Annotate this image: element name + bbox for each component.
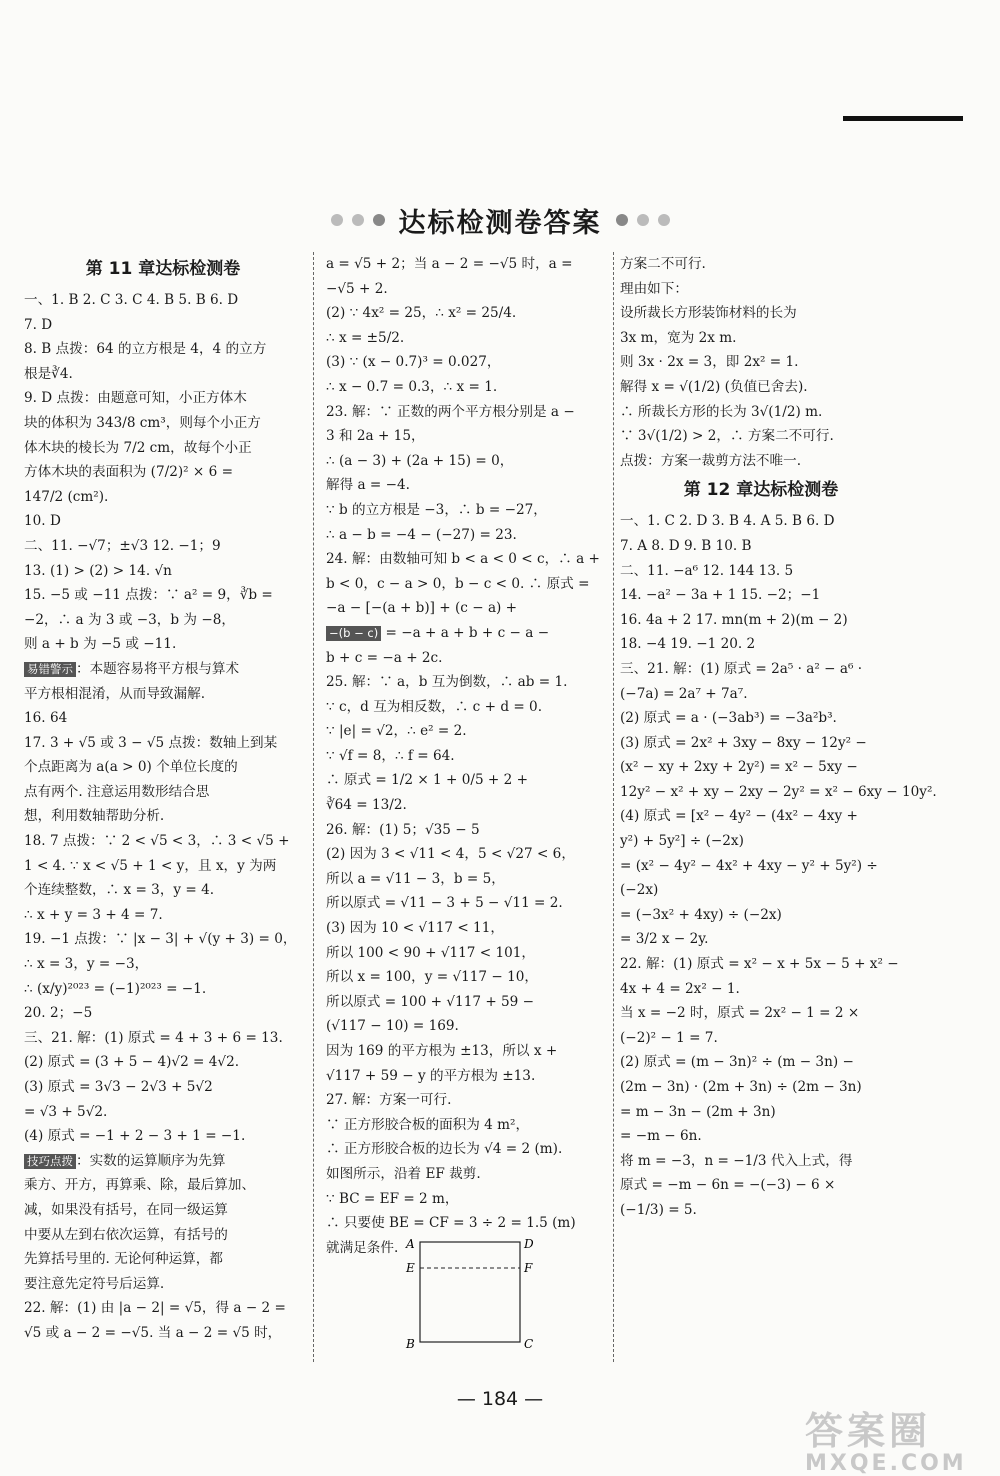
answer-line: 二、11. −√7；±√3 12. −1；9	[24, 537, 221, 554]
column-1	[24, 252, 302, 1346]
answer-line: −(b − c) = −a + a + b + c − a −	[326, 621, 608, 646]
answer-line: 18. −4 19. −1 20. 2	[620, 636, 756, 653]
label-e: E	[406, 1261, 415, 1275]
answer-line: √5 或 a − 2 = −√5. 当 a − 2 = √5 时，	[24, 1324, 282, 1341]
answer-line: 先算括号里的. 无论何种运算，都	[24, 1251, 223, 1268]
dot-icon	[352, 214, 364, 226]
answer-line: 则 3x · 2x = 3，即 2x² = 1.	[620, 354, 799, 371]
answer-line: 三、21. 解：(1) 原式 = 2a⁵ · a² − a⁶ ·	[620, 660, 863, 677]
answer-line: 个点距离为 a(a > 0) 个单位长度的	[24, 759, 238, 776]
answer-line: 一、1. C 2. D 3. B 4. A 5. B 6. D	[620, 513, 835, 530]
answer-line: 22. 解：(1) 原式 = x² − x + 5x − 5 + x² −	[620, 956, 899, 973]
answer-line: −a − [−(a + b)] + (c − a) +	[326, 600, 518, 617]
answer-line: 乘方、开方，再算乘、除，最后算加、	[24, 1177, 256, 1194]
answer-line: (x² − xy + 2xy + 2y²) = x² − 5xy −	[620, 759, 858, 776]
answer-line: 设所裁长方形装饰材料的长为	[620, 305, 797, 322]
answer-line: √117 + 59 − y 的平方根为 ±13.	[326, 1067, 536, 1084]
page-header	[0, 200, 1000, 240]
answer-line: ∛64 = 13/2.	[326, 797, 407, 814]
answer-line: (2) 原式 = a · (−3ab³) = −3a²b³.	[620, 710, 837, 727]
answer-line: −2，∴ a 为 3 或 −3，b 为 −8，	[24, 611, 235, 628]
answer-line: (2) 因为 3 < √11 < 4，5 < √27 < 6，	[326, 846, 575, 863]
answer-line: (3) ∵ (x − 0.7)³ = 0.027，	[326, 354, 501, 371]
answer-line: 点有两个. 注意运用数形结合思	[24, 783, 210, 800]
answer-line: 想，利用数轴帮助分析.	[24, 808, 165, 825]
answer-line: ∴ x = ±5/2.	[326, 329, 405, 346]
answer-line: (3) 原式 = 3√3 − 2√3 + 5√2	[24, 1079, 213, 1095]
label-f: F	[524, 1261, 533, 1275]
column-divider	[313, 252, 314, 1362]
answer-line: 所以原式 = 100 + √117 + 59 −	[326, 993, 535, 1010]
answer-line: ∴ (a − 3) + (2a + 15) = 0，	[326, 452, 514, 469]
answer-line: (2m − 3n) · (2m + 3n) ÷ (2m − 3n)	[620, 1079, 862, 1095]
answer-line: ∴ x + y = 3 + 4 = 7.	[24, 906, 163, 923]
answer-line: 147/2 (cm²).	[24, 488, 109, 505]
answer-line: = m − 3n − (2m + 3n)	[620, 1103, 776, 1120]
answer-line: 减，如果没有括号，在同一级运算	[24, 1201, 228, 1218]
answer-line: 12y² − x² + xy − 2xy − 2y² = x² − 6xy − 10y².	[620, 783, 937, 800]
watermark-sub: MXQE.COM	[805, 1451, 967, 1476]
answer-line: (4) 原式 = [x² − 4y² − (4x² − 4xy +	[620, 808, 858, 825]
label-b: B	[406, 1337, 415, 1351]
answer-line: (4) 原式 = −1 + 2 − 3 + 1 = −1.	[24, 1128, 246, 1145]
column-3	[620, 252, 937, 1223]
answer-line: 15. −5 或 −11 点拨：∵ a² = 9，∛b =	[24, 587, 273, 604]
chapter-11-title: 第 11 章达标检测卷	[85, 259, 241, 279]
answer-line: 中要从左到右依次运算，有括号的	[24, 1226, 228, 1243]
answer-line: 8. B 点拨：64 的立方根是 4，4 的立方	[24, 341, 267, 358]
answer-line: (−1/3) = 5.	[620, 1201, 697, 1218]
answer-line: ∴ 只要使 BE = CF = 3 ÷ 2 = 1.5 (m)	[326, 1215, 576, 1232]
answer-line: 个连续整数，∴ x = 3，y = 4.	[24, 882, 215, 899]
answer-line: −√5 + 2.	[326, 280, 388, 297]
label-c: C	[524, 1337, 534, 1351]
label-d: D	[524, 1237, 534, 1251]
answer-line: (2) ∵ 4x² = 25，∴ x² = 25/4.	[326, 305, 517, 322]
answer-line: 块的体积为 343/8 cm³，则每个小正方	[24, 414, 261, 431]
answer-line: ∵ BC = EF = 2 m，	[326, 1190, 459, 1207]
answer-line: ∵ 正方形胶合板的面积为 4 m²，	[326, 1116, 530, 1133]
dot-icon	[658, 214, 670, 226]
answer-line: ∴ x − 0.7 = 0.3，∴ x = 1.	[326, 378, 498, 395]
answer-line: ∵ b 的立方根是 −3，∴ b = −27，	[326, 501, 547, 518]
col1-lines	[24, 288, 302, 1346]
dot-icon	[331, 214, 343, 226]
answer-line: 体木块的棱长为 7/2 cm，故每个小正	[24, 439, 252, 456]
answer-line: 16. 4a + 2 17. mn(m + 2)(m − 2)	[620, 611, 848, 628]
answer-line: 所以 x = 100，y = √117 − 10，	[326, 969, 538, 986]
answer-line: 7. D	[24, 316, 53, 333]
answer-line: ∵ 3√(1/2) > 2，∴ 方案二不可行.	[620, 428, 834, 445]
answer-line: 17. 3 + √5 或 3 − √5 点拨：数轴上到某	[24, 734, 278, 751]
answer-line: = −m − 6n.	[620, 1128, 702, 1145]
watermark-main: 答案圈	[805, 1409, 932, 1453]
answer-line: 22. 解：(1) 由 |a − 2| = √5，得 a − 2 =	[24, 1300, 286, 1317]
answer-line: ∵ c，d 互为相反数，∴ c + d = 0.	[326, 698, 543, 715]
header-title: 达标检测卷答案	[398, 207, 602, 239]
answer-line: (−2x)	[620, 882, 659, 899]
answer-line: 9. D 点拨：由题意可知，小正方体木	[24, 390, 247, 407]
answer-line: 二、11. −a⁶ 12. 144 13. 5	[620, 562, 794, 579]
answer-line: 所以 a = √11 − 3，b = 5，	[326, 870, 505, 887]
answer-line: 27. 解：方案一可行.	[326, 1092, 452, 1109]
answer-line: (2) 原式 = (3 + 5 − 4)√2 = 4√2.	[24, 1054, 240, 1071]
answer-line: = 3/2 x − 2y.	[620, 931, 709, 948]
answer-line: 则 a + b 为 −5 或 −11.	[24, 636, 177, 653]
answer-line: 根是∛4.	[24, 365, 73, 382]
answer-line: 16. 64	[24, 710, 68, 727]
answer-line: (√117 − 10) = 169.	[326, 1018, 459, 1035]
answer-line: 解得 a = −4.	[326, 477, 411, 494]
answer-line: 如图所示，沿着 EF 裁剪.	[326, 1165, 481, 1182]
answer-line: (−7a) = 2a⁷ + 7a⁷.	[620, 685, 748, 702]
answer-line: 方体木块的表面积为 (7/2)² × 6 =	[24, 464, 233, 481]
top-rule	[843, 116, 963, 121]
column-2	[326, 252, 608, 1260]
answer-line: 19. −1 点拨：∵ |x − 3| + √(y + 3) = 0，	[24, 931, 297, 948]
answer-line: (3) 原式 = 2x² + 3xy − 8xy − 12y² −	[620, 734, 867, 751]
dot-icon	[373, 214, 385, 226]
answer-line: 将 m = −3，n = −1/3 代入上式，得	[620, 1152, 853, 1169]
answer-line: 点拨：方案一裁剪方法不唯一.	[620, 452, 802, 469]
col3-lines	[620, 509, 937, 1222]
answer-line: 13. (1) > (2) > 14. √n	[24, 562, 172, 579]
answer-line: = (x² − 4y² − 4x² + 4xy − y² + 5y²) ÷	[620, 857, 878, 874]
square-outline	[420, 1242, 520, 1342]
column-divider	[613, 252, 614, 1362]
answer-line: 易错警示 ：本题容易将平方根与算术	[24, 657, 302, 682]
answer-line: = √3 + 5√2.	[24, 1103, 108, 1120]
answer-line: 理由如下：	[620, 280, 688, 297]
answer-line: 14. −a² − 3a + 1 15. −2；−1	[620, 587, 821, 604]
answer-line: 技巧点拨 ：实数的运算顺序为先算	[24, 1149, 302, 1174]
answer-line: ∴ x = 3，y = −3，	[24, 956, 149, 973]
answer-line: ∴ (x/y)²⁰²³ = (−1)²⁰²³ = −1.	[24, 980, 207, 997]
answer-line: ∴ a − b = −4 − (−27) = 23.	[326, 526, 517, 543]
tip-tag: −(b − c)	[326, 626, 381, 641]
label-a: A	[406, 1237, 415, 1251]
answer-line: 20. 2；−5	[24, 1005, 93, 1022]
page-number: — 184 —	[456, 1388, 544, 1410]
answer-line: 解得 x = √(1/2) (负值已舍去).	[620, 378, 808, 395]
answer-line: 平方根相混淆，从而导致漏解.	[24, 685, 206, 702]
answer-line: ∴ 原式 = 1/2 × 1 + 0/5 + 2 +	[326, 772, 528, 789]
answer-line: ∵ |e| = √2，∴ e² = 2.	[326, 723, 467, 740]
chapter-12-title: 第 12 章达标检测卷	[683, 480, 839, 501]
answer-line: 3 和 2a + 15，	[326, 428, 425, 445]
tip-tag: 易错警示	[24, 662, 76, 677]
answer-line: 18. 7 点拨：∵ 2 < √5 < 3，∴ 3 < √5 +	[24, 833, 290, 850]
answer-line: a = √5 + 2；当 a − 2 = −√5 时，a =	[326, 256, 573, 272]
answer-line: 10. D	[24, 513, 61, 530]
answer-line: 就满足条件.	[326, 1239, 399, 1256]
answer-line: 一、1. B 2. C 3. C 4. B 5. B 6. D	[24, 292, 239, 308]
answer-line: 方案二不可行.	[620, 256, 706, 272]
answer-line: 7. A 8. D 9. B 10. B	[620, 537, 752, 554]
dot-icon	[637, 214, 649, 226]
answer-line: 原式 = −m − 6n = −(−3) − 6 ×	[620, 1177, 836, 1194]
dot-icon	[616, 214, 628, 226]
answer-line: (2) 原式 = (m − 3n)² ÷ (m − 3n) −	[620, 1054, 854, 1071]
right-dots	[616, 214, 670, 226]
answer-line: 26. 解：(1) 5；√35 − 5	[326, 821, 480, 838]
answer-line: ∵ √f = 8，∴ f = 64.	[326, 747, 455, 764]
answer-line: (3) 因为 10 < √117 < 11，	[326, 920, 504, 937]
answer-line: 当 x = −2 时，原式 = 2x² − 1 = 2 ×	[620, 1005, 860, 1022]
rectangle-figure	[400, 1236, 540, 1352]
answer-line: b < 0，c − a > 0，b − c < 0. ∴ 原式 =	[326, 575, 590, 592]
answer-line: ∴ 正方形胶合板的边长为 √4 = 2 (m).	[326, 1141, 563, 1158]
answer-line: 23. 解：∵ 正数的两个平方根分别是 a −	[326, 403, 575, 420]
tip-tag: 技巧点拨	[24, 1154, 76, 1169]
left-dots	[331, 214, 385, 226]
answer-line: 要注意先定符号后运算.	[24, 1275, 165, 1292]
watermark	[805, 1400, 967, 1476]
answer-line: 所以原式 = √11 − 3 + 5 − √11 = 2.	[326, 895, 563, 912]
answer-line: 因为 169 的平方根为 ±13，所以 x +	[326, 1043, 558, 1059]
answer-line: 三、21. 解：(1) 原式 = 4 + 3 + 6 = 13.	[24, 1029, 283, 1046]
answer-line: 4x + 4 = 2x² − 1.	[620, 980, 740, 997]
answer-line: 所以 100 < 90 + √117 < 101，	[326, 944, 535, 961]
answer-line: 1 < 4. ∵ x < √5 + 1 < y，且 x，y 为两	[24, 857, 277, 874]
answer-line: = (−3x² + 4xy) ÷ (−2x)	[620, 906, 782, 923]
answer-line: ∴ 所裁长方形的长为 3√(1/2) m.	[620, 403, 823, 420]
col2-lines	[326, 252, 608, 1260]
answer-line: 24. 解：由数轴可知 b < a < 0 < c，∴ a +	[326, 551, 600, 568]
col3-top-lines	[620, 252, 902, 473]
answer-line: 25. 解：∵ a，b 互为倒数，∴ ab = 1.	[326, 674, 568, 691]
answer-line: y²) + 5y²] ÷ (−2x)	[620, 833, 744, 850]
answer-line: (−2)² − 1 = 7.	[620, 1029, 718, 1046]
answer-line: b + c = −a + 2c.	[326, 649, 443, 666]
answer-line: 3x m，宽为 2x m.	[620, 329, 737, 346]
